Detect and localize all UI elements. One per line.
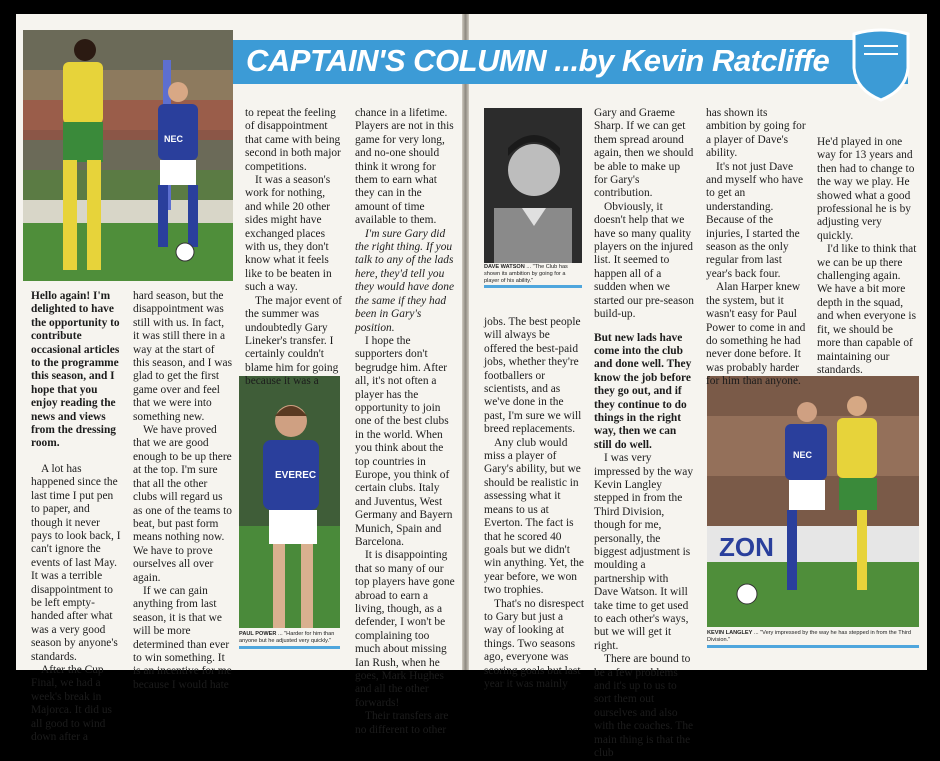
article-paragraph: I hope the supporters don't begrudge him. After all, it's not often a player has the opportunity to join one of the best clubs in the world. When you think about the top countries in Europe, you think of certain clubs. Italy and Juventus, West Germany and Bayern Munich, Spain and Barcelona. <box>355 334 453 548</box>
article-paragraph: Their transfers are no different to other <box>355 710 449 736</box>
article-paragraph: I'm sure Gary did the right thing. If you talk to any of the lads here, they'd tell you they would have done the same if they had been in Gary's position. <box>355 227 455 334</box>
dave-watson-photo <box>484 108 582 263</box>
article-paragraph: hard season, but the disappointment was still with us. In fact, it was still there in a way at the start of this season, and I was glad to get the first game over and feel that we were into something new. <box>133 290 233 423</box>
caption-quote: ... "Harder for him than anyone but he adjusted very quickly." <box>239 631 335 644</box>
article-paragraph: I was very impressed by the way Kevin Langley stepped in from the Third Division, though for me, personally, the biggest adjustment is moulding a partnership with Dave Watson. It will take time to get used to each other's ways, but we will get it right. <box>594 452 694 652</box>
article-paragraph: chance in a lifetime. Players are not in this game for very long, and no-one should think it wrong for them to earn what they can in the amount of time available to them. <box>355 107 454 227</box>
article-column-4 <box>355 107 455 737</box>
caption-name: DAVE WATSON <box>484 264 525 270</box>
page-gutter <box>462 14 469 670</box>
article-title: CAPTAIN'S COLUMN ...by Kevin Ratcliffe <box>246 43 830 78</box>
article-paragraph: Obviously, it doesn't help that we have so many quality players on the injured list. It seemed to happen all of a sudden when we started our pre-season build-up. <box>594 200 694 321</box>
article-paragraph: Alan Harper knew the system, but it wasn't easy for Paul Power to come in and do something he had never done before. It was probably harder for him than anyone. <box>706 281 806 388</box>
article-paragraph: has shown its ambition by going for a player of Dave's ability. <box>706 107 806 160</box>
article-paragraph: It is disappointing that so many of our top players have gone abroad to earn a living, though, as a defender, I won't be complaining too much about missing Ian Rush, when he goes, Mark Hughes and all the other forwards! <box>355 549 455 709</box>
article-paragraph: We have proved that we are good enough to be up there at the top. I'm sure that all the other clubs will regard us as one of the teams to beat, but past form means nothing now. We have to prove ourselves all over again. <box>133 424 233 584</box>
dave-watson-caption <box>484 264 582 288</box>
article-column-5 <box>484 316 584 691</box>
caption-quote: ... "Very impressed by the way he has stepped in from the Third Division." <box>707 630 911 643</box>
article-paragraph: The major event of the summer was undoubtedly Gary Lineker's transfer. I certainly couldn't blame him for going because it was a <box>245 294 342 388</box>
kevin-langley-photo <box>707 376 919 627</box>
caption-name: KEVIN LANGLEY <box>707 630 753 636</box>
article-paragraph: A lot has happened since the last time I put pen to paper, and though it never pays to look back, I can't ignore the events of last May. It was a terrible disappointment to be left empty-handed after what was a very good season by anyone's standards. <box>31 462 121 663</box>
article-paragraph: That's no disrespect to Gary but just a way of looking at things. Two seasons ago, everyone was scoring goals but last year it was mainly <box>484 597 584 690</box>
match-action-photo <box>23 30 233 281</box>
paul-power-caption <box>239 631 340 649</box>
caption-name: PAUL POWER <box>239 631 277 637</box>
article-column-3 <box>245 107 343 389</box>
article-paragraph: Hello again! I'm delighted to have the opportunity to contribute occasional articles to the programme this season, and I hope that you enjoy reading the news and views from the dressing room. <box>31 290 120 450</box>
svg-text:NEC: NEC <box>793 450 813 460</box>
article-paragraph: There are bound to be a few problems and it's up to us to sort them out ourselves and also with the coaches. The main thing is that the club <box>594 653 694 760</box>
article-paragraph: I'd like to think that we can be up there challenging again. We have a bit more depth in the squad, and when everyone is fit, we should be more than capable of maintaining our standards. <box>817 243 917 376</box>
article-column-8 <box>817 136 917 377</box>
article-column-2 <box>133 290 233 692</box>
kevin-langley-caption <box>707 630 919 648</box>
article-paragraph: Any club would miss a player of Gary's ability, but we should be realistic in assessing what it means to us at Everton. The fact is that he scored 40 goals but we didn't win anything. Yet, the year before, we won two trophies. <box>484 436 584 597</box>
article-column-6 <box>594 107 694 761</box>
caption-quote: ... "The Club has shown its ambition by going for a player of his ability." <box>484 264 568 284</box>
article-paragraph: But new lads have come into the club and done well. They know the job before they go out, and if they continue to do things in the right way, then we can still do well. <box>594 331 692 451</box>
article-paragraph: It was a season's work for nothing, and while 20 other sides might have exchanged places with us, they don't know what it feels like to be beaten in such a way. <box>245 174 332 294</box>
article-paragraph: Gary and Graeme Sharp. If we can get them spread around again, then we should be able to make up for Gary's contribution. <box>594 107 694 200</box>
svg-text:ZON: ZON <box>719 532 774 562</box>
article-paragraph: If we can gain anything from last season, it is that we will be more determined than ever to win something. It is an incentive for me because I would hate <box>133 584 232 691</box>
club-crest-icon <box>846 28 916 102</box>
article-paragraph: to repeat the feeling of disappointment that came with being second in both major competitions. <box>245 107 341 173</box>
article-paragraph: After the Cup Final, we had a week's break in Majorca. It did us all good to wind down after a <box>31 663 112 743</box>
article-paragraph: jobs. The best people will always be offered the best-paid jobs, whether they're footballers or scientists, and as we've done in the past, I'm sure we will breed replacements. <box>484 316 582 436</box>
article-column-7 <box>706 107 806 389</box>
shirt-sponsor-text: NEC <box>164 134 184 144</box>
article-column-1 <box>31 290 123 744</box>
article-paragraph: It's not just Dave and myself who have to get an understanding. Because of the injuries, I started the season as the only regular from last year's back four. <box>706 160 804 280</box>
paul-power-photo <box>239 376 340 628</box>
article-paragraph: He'd played in one way for 13 years and then had to change to the way we play. He showed what a good professional he is by adjusting very quickly. <box>817 136 915 242</box>
svg-text:EVEREC: EVEREC <box>275 470 317 481</box>
